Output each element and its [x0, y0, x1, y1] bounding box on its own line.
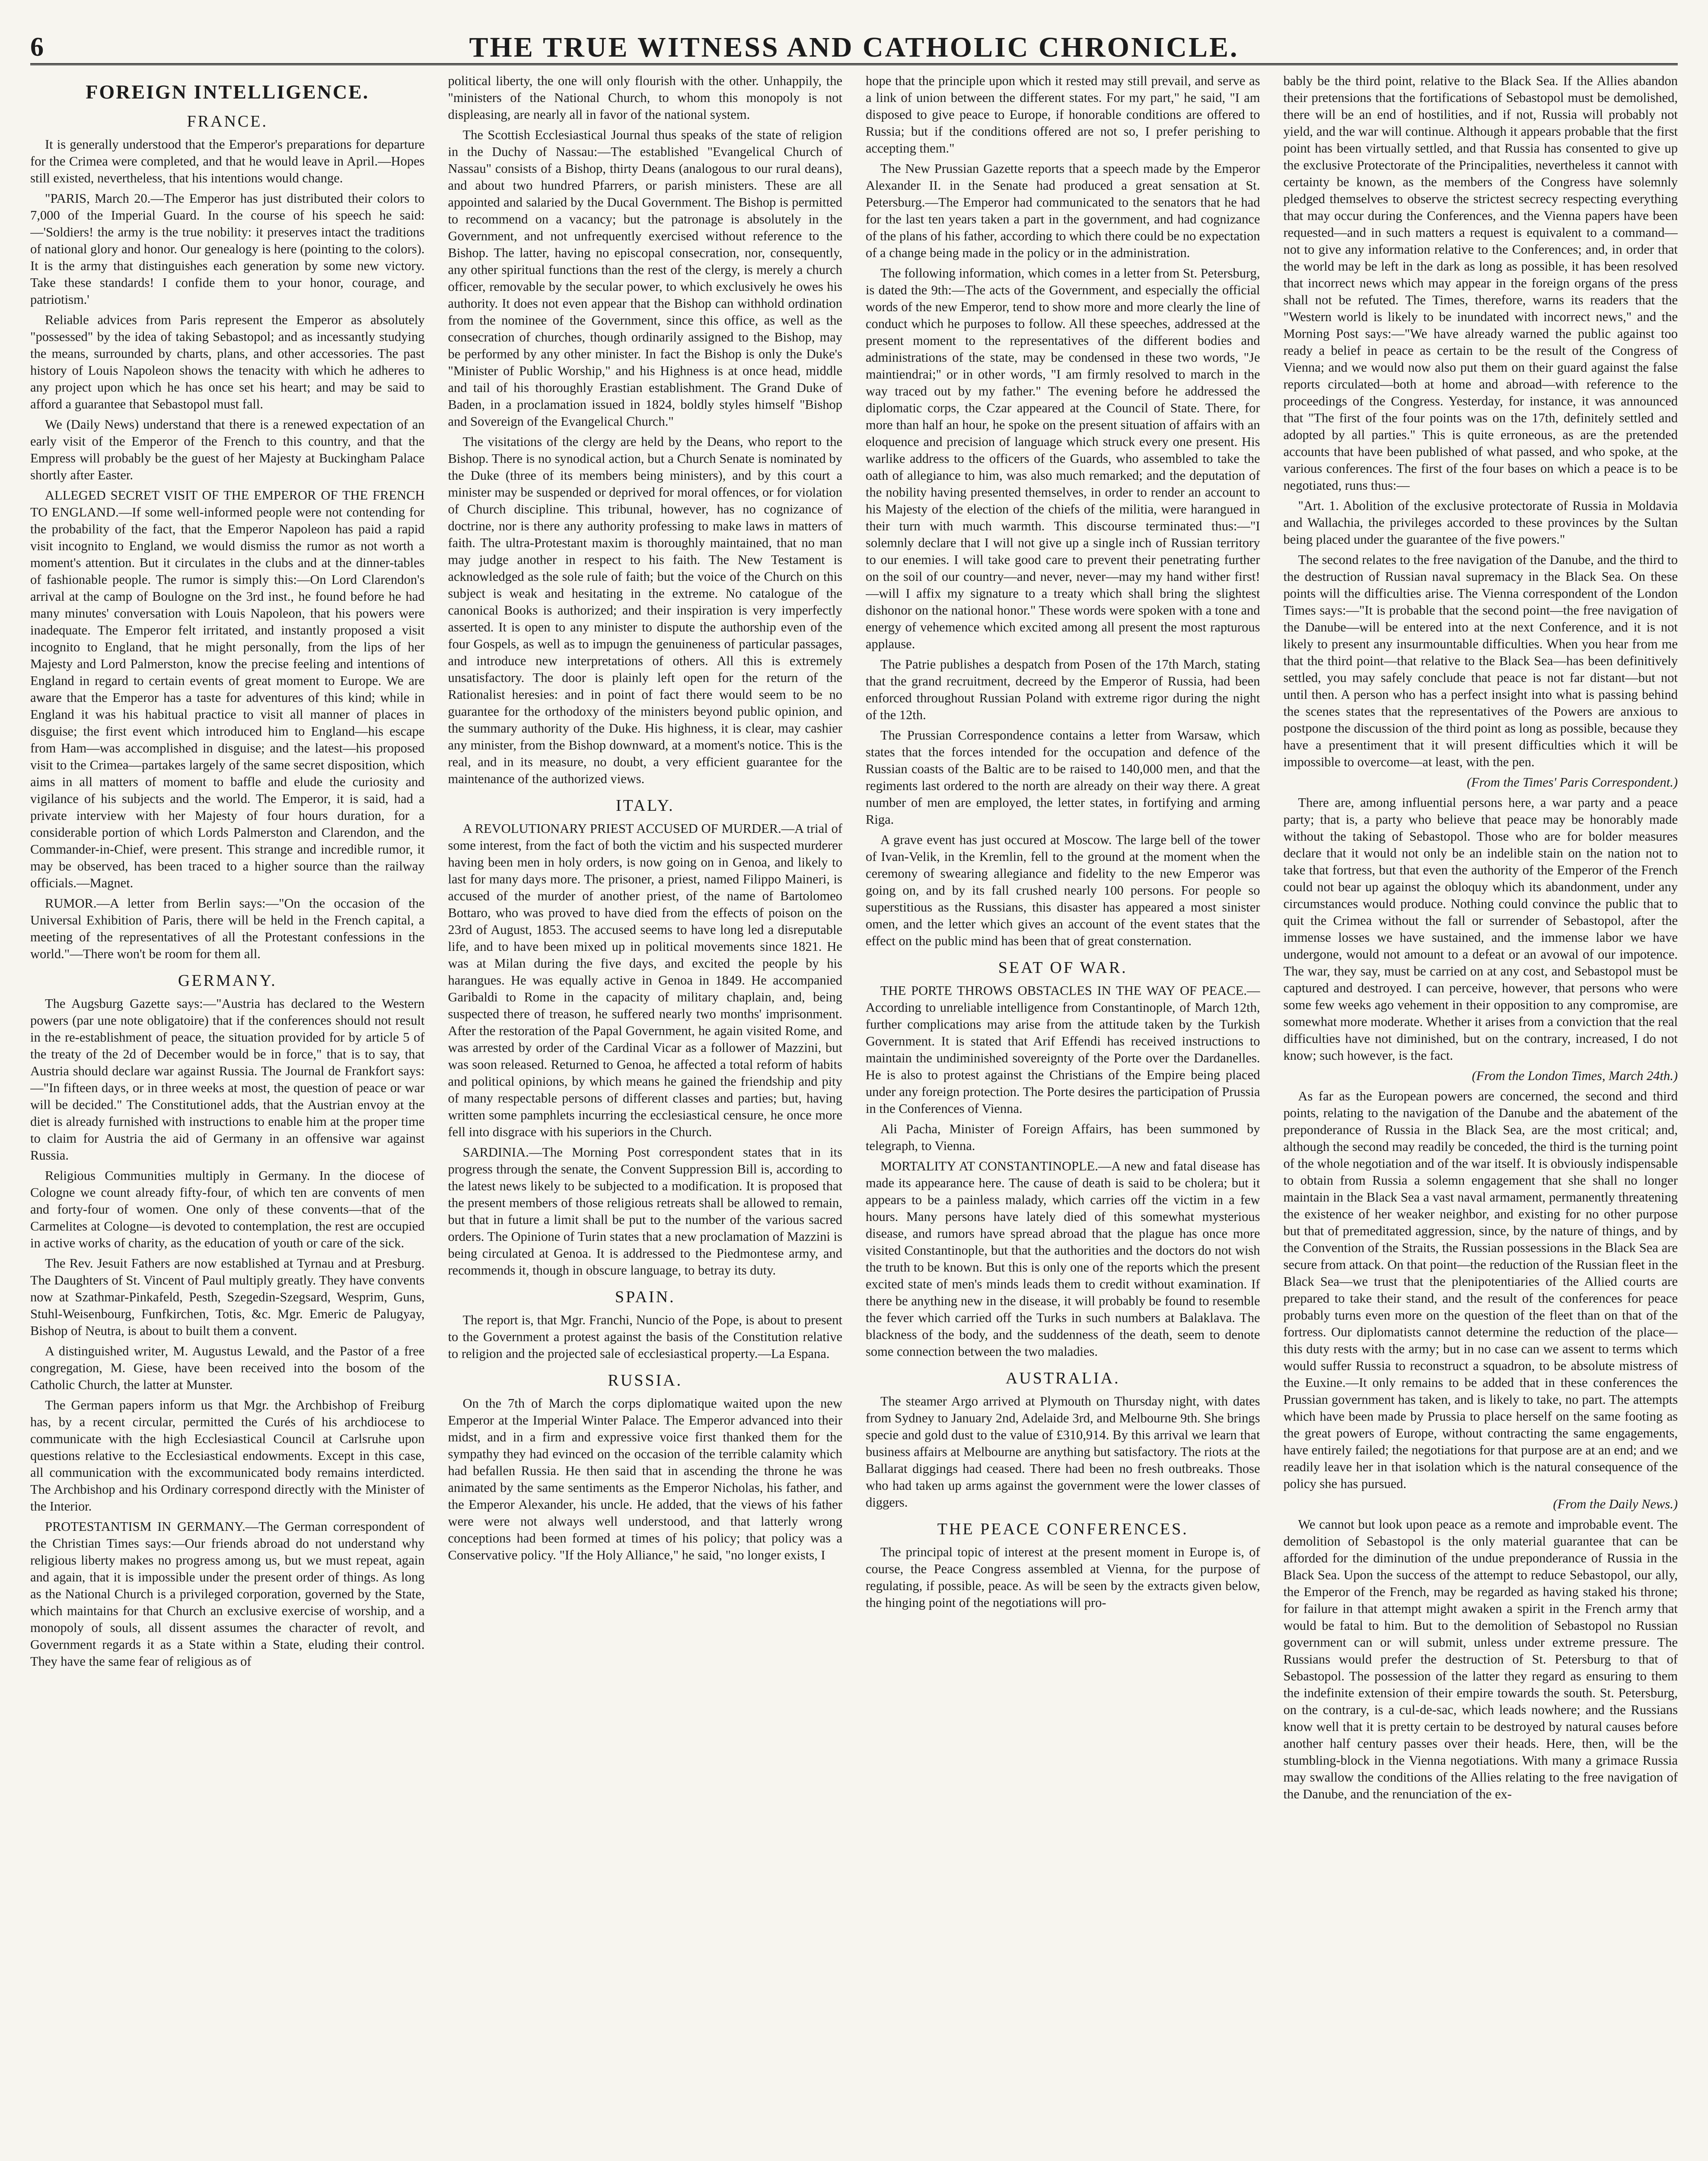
article-paragraph: THE PORTE THROWS OBSTACLES IN THE WAY OF PEACE.—According to unreliable intelligence from Constantinople, of March 12th, further complications may arise from the attitude taken by the Turkish Government. It is stated that Arif Effendi has received instructions to maintain the undiminished sovereignty of the Porte over the Dardanelles. He is also to protest against the Christians of the Empire being placed under any foreign protection. The Porte desires the participation of Prussia in the Conferences of Vienna.	[866, 983, 1260, 1116]
article-paragraph: The Patrie publishes a despatch from Posen of the 17th March, stating that the grand recruitment, decreed by the Emperor of Russia, had been enforced throughout Russian Poland with extreme rigor during the night of the 12th.	[866, 657, 1260, 722]
page-number: 6	[30, 32, 44, 62]
article-paragraph: It is generally understood that the Emperor's preparations for departure for the Crimea were completed, and that he would leave in April.—Hopes still existed, nevertheless, that his intentions would change.	[30, 137, 425, 185]
newspaper-title: THE TRUE WITNESS AND CATHOLIC CHRONICLE.	[469, 32, 1239, 63]
column-4	[1284, 73, 1678, 2161]
article-paragraph: The following information, which comes in a letter from St. Petersburg, is dated the 9th:—The acts of the Government, and especially the official words of the new Emperor, tend to show more and more clearly the line of conduct which he purposes to follow. All these speeches, addressed at the present moment to the representatives of the different bodies and administrations of the state, may be condensed in these two words, "Je maintiendrai;" or in other words, "I am firmly resolved to march in the way traced out by my father." The evening before he addressed the diplomatic corps, the Czar appeared at the Council of State. There, for more than half an hour, he spoke on the present situation of affairs with an eloquence and precision of language which struck every one present. His warlike address to the officers of the Guards, who assembled to take the oath of allegiance to him, was also much remarked; and the deputation of the nobility having presented themselves, in order to render an account to his Majesty of the election of the chiefs of the militia, were harangued in their turn with much warmth. This discourse terminated thus:—"I solemnly declare that I will not give up a single inch of Russian territory to our enemies. I will take good care to prevent their penetrating further on the soil of our country—and never, never—may my hand wither first!—will I affix my signature to a treaty which shall bring the slightest dishonor on the national honor." These words were spoken with a tone and energy of vehemence which excited among all present the most rapturous applause.	[866, 266, 1260, 651]
country-heading: RUSSIA.	[608, 1371, 683, 1390]
article-paragraph: PROTESTANTISM IN GERMANY.—The German correspondent of the Christian Times says:—Our friends abroad do not understand why religious liberty makes no progress among us, but we must repeat, again and again, that it is impossible under the present order of things. As long as the National Church is a privileged corporation, governed by the State, which maintains for that Church an exclusive exercise of worship, and a monopoly of souls, all dissent assumes the character of revolt, and Government regards it as a State within a State, eluding their control. They have the same fear of religious as of	[30, 1519, 425, 1669]
source-attribution: (From the Times' Paris Correspondent.)	[1466, 775, 1678, 790]
article-paragraph: A REVOLUTIONARY PRIEST ACCUSED OF MURDER.—A trial of some interest, from the fact of both the victim and his suspected murderer having been men in holy orders, is now going on in Genoa, and likely to last for many days more. The prisoner, a priest, named Filippo Maineri, is accused of the murder of another priest, of the name of Bartolomeo Bottaro, who was proved to have died from the effects of poison on the 23rd of August, 1853. The accused seems to have long led a disreputable life, and to have been mixed up in political movements since 1821. He was at Milan during the five days, and excited the people by his harangues. He was equally active in Genoa in 1849. He accompanied Garibaldi to Rome in the capacity of military chaplain, and, being suspected there of treason, he suffered nearly two months' imprisonment. After the restoration of the Papal Government, he again visited Rome, and was arrested by order of the Cardinal Vicar as a follower of Mazzini, but was soon released. Returned to Genoa, he affected a total reform of habits and political opinions, by which means he gained the friendship and pity of many respectable persons of different classes and parties; but, having written some pamphlets incurring the ecclesiastical censure, he once more fell into disgrace with his superiors in the Church.	[448, 821, 842, 1139]
article-paragraph: hope that the principle upon which it rested may still prevail, and serve as a link of union between the different states. For my part," he said, "I am disposed to give peace to Europe, if honorable conditions are offered to Russia; but if the conditions offered are not so, I prefer perishing to accepting them."	[866, 73, 1260, 156]
article-paragraph: There are, among influential persons here, a war party and a peace party; that is, a party who believe that peace may be honorably made without the taking of Sebastopol. Those who are for bolder measures declare that it would not only be an indelible stain on the nation not to take that fortress, but that even the authority of the Emperor of the French could not bear up against the obloquy which its abandonment, under any circumstances would produce. Nothing could convince the public that to quit the Crimea without the fall or surrender of Sebastopol, after the immense losses we have sustained, and the immense labor we have undergone, would not amount to a defeat or an avowal of our impotence. The war, they say, must be carried on at any cost, and Sebastopol must be captured and destroyed. I can perceive, however, that persons who were some few weeks ago vehement in their opposition to any compromise, are somewhat more moderate. Whether it arises from a conviction that the real difficulties have not diminished, but on the contrary, increased, I do not know; such however, is the fact.	[1283, 795, 1678, 1063]
article-paragraph: The second relates to the free navigation of the Danube, and the third to the destruction of Russian naval supremacy in the Black Sea. On these points will the difficulties arise. The Vienna correspondent of the London Times says:—"It is probable that the second point—the free navigation of the Danube—will be entered into at the next Conference, and it is not likely to present any insurmountable difficulties. When you hear from me that the third point—that relative to the Black Sea—has been definitively settled, you may safely conclude that peace is not far distant—but not until then. A person who has a perfect insight into what is passing behind the scenes states that the representatives of the Powers are anxious to postpone the discussion of the third point as long as possible, because they have a presentiment that it will present difficulties which it will be impossible to overcome—at least, with the pen.	[1283, 552, 1678, 769]
country-heading: SEAT OF WAR.	[998, 959, 1128, 977]
article-paragraph: We cannot but look upon peace as a remote and improbable event. The demolition of Sebastopol is the only material guarantee that can be afforded for the diminution of the undue preponderance of Russia in the Black Sea. Upon the success of the attempt to reduce Sebastopol, our ally, the Emperor of the French, may be regarded as having staked his throne; for failure in that attempt might awaken a spirit in the French army that would be fatal to him. But to the demolition of Sebastopol no Russian government can or will submit, unless under extreme pressure. The Russians would prefer the destruction of St. Petersburg to that of Sebastopol. The possession of the latter they regard as ensuring to them the indefinite extension of their empire towards the south. St. Petersburg, on the contrary, is a cul-de-sac, which leads nowhere; and the Russians know well that it is pretty certain to be destroyed by natural causes before another half century passes over their heads. Here, then, will be the stumbling-block in the Vienna negotiations. With many a grimace Russia may swallow the conditions of the Allies relating to the free navigation of the Danube, and the renunciation of the ex-	[1283, 1517, 1678, 1801]
article-paragraph: RUMOR.—A letter from Berlin says:—"On the occasion of the Universal Exhibition of Paris, there will be held in the French capital, a meeting of the representatives of all the Protestant confessions in the world."—There won't be room for them all.	[30, 896, 425, 961]
article-columns	[30, 73, 1678, 2161]
article-paragraph: A grave event has just occured at Moscow. The large bell of the tower of Ivan-Velik, in the Kremlin, fell to the ground at the moment when the ceremony of swearing allegiance and fidelity to the new Emperor was going on, and by its fall crushed nearly 100 persons. For people so superstitious as the Russians, this disaster has appeared a most sinister omen, and the letter which gives an account of the event states that the effect on the public mind has been that of great consternation.	[866, 832, 1260, 948]
article-paragraph: Ali Pacha, Minister of Foreign Affairs, has been summoned by telegraph, to Vienna.	[866, 1122, 1260, 1153]
article-paragraph: The steamer Argo arrived at Plymouth on Thursday night, with dates from Sydney to January 2nd, Adelaide 3rd, and Melbourne 9th. She brings specie and gold dust to the value of £310,914. By this arrival we learn that business affairs at Melbourne are anything but satisfactory. The riots at the Ballarat diggings had ceased. There had been no fresh outbreaks. Those who had taken up arms against the government were the lower classes of diggers.	[866, 1394, 1260, 1510]
article-paragraph: The New Prussian Gazette reports that a speech made by the Emperor Alexander II. in the Senate had produced a great sensation at St. Petersburg.—The Emperor had communicated to the senators that he had for the last ten years taken a part in the government, and had cognizance of the plans of his father, according to which there could be no expectation of a change being made in the policy or in the administration.	[866, 161, 1260, 260]
column-1	[30, 73, 425, 2161]
article-paragraph: MORTALITY AT CONSTANTINOPLE.—A new and fatal disease has made its appearance here. The cause of death is said to be cholera; but it appears to be a painless malady, which carries off the victim in a few hours. Many persons have lately died of this somewhat mysterious disease, and rumors have spread abroad that the plague has once more visited Constantinople, but that the authorities and the doctors do not wish the truth to be known. But this is only one of the reports which the present excited state of men's minds leads them to credit without examination. If there be anything new in the disease, it will probably be found to resemble the fever which carried off the Turks in such numbers at Balaklava. The blackness of the body, and the suddenness of the death, seem to denote some connection between the two maladies.	[866, 1159, 1260, 1359]
article-paragraph: The Prussian Correspondence contains a letter from Warsaw, which states that the forces intended for the occupation and defence of the Russian coasts of the Baltic are to be raised to 140,000 men, and that the regiments last ordered to the north are already on their way there. A great number of men are employed, the letter states, in fortifying and arming Riga.	[866, 728, 1260, 827]
country-heading: FRANCE.	[187, 112, 268, 131]
source-attribution: (From the London Times, March 24th.)	[1472, 1068, 1678, 1083]
article-paragraph: The Scottish Ecclesiastical Journal thus speaks of the state of religion in the Duchy of Nassau:—The established "Evangelical Church of Nassau" consists of a Bishop, thirty Deans (analogous to our rural deans), and about two hundred Pfarrers, or parish ministers. These are all appointed and salaried by the Ducal Government. The Bishop is permitted to recommend on a vacancy; but the patronage is absolutely in the Government, and not unfrequently exercised without reference to the Bishop. The latter, having no episcopal consecration, nor, consequently, any other spiritual functions than the rest of the clergy, is merely a church officer, removable by the secular power, to which exclusively he owes his authority. It does not even appear that the Bishop can withhold ordination from the nominee of the Government, since this office, as well as the consecration of churches, though ordinarily assigned to the Bishop, may be performed by any other minister. In fact the Bishop is only the Duke's "Minister of Public Worship," and his Highness is at once head, middle and tail of his thoroughly Erastian establishment. The Grand Duke of Baden, in a proclamation issued in 1824, boldly styles himself "Bishop and Sovereign of the Evangelical Church."	[448, 127, 842, 429]
article-paragraph: The principal topic of interest at the present moment in Europe is, of course, the Peace Congress assembled at Vienna, for the purpose of regulating, if possible, peace. As will be seen by the extracts given below, the hinging point of the negotiations will pro-	[866, 1545, 1260, 1610]
article-paragraph: "Art. 1. Abolition of the exclusive protectorate of Russia in Moldavia and Wallachia, the privileges accorded to these provinces by the Sultan being placed under the guarantee of the five powers."	[1283, 498, 1678, 547]
masthead	[30, 29, 1678, 65]
column-3	[866, 73, 1260, 2161]
article-paragraph: The report is, that Mgr. Franchi, Nuncio of the Pope, is about to present to the Government a protest against the basis of the Constitution relative to religion and the projected sale of ecclesiastical property.—La Espana.	[448, 1313, 842, 1361]
section-heading: FOREIGN INTELLIGENCE.	[86, 81, 370, 103]
article-paragraph: SARDINIA.—The Morning Post correspondent states that in its progress through the senate, the Convent Suppression Bill is, according to the latest news likely to be subjected to a modification. It is proposed that the present members of those religious retreats shall be allowed to remain, but that in future a limit shall be put to the number of the various sacred orders. The Opinione of Turin states that a new proclamation of Mazzini is being circulated at Genoa. It is addressed to the Piedmontese army, and recommends it, though in obscure language, to betray its duty.	[448, 1145, 842, 1278]
country-heading: GERMANY.	[178, 972, 277, 990]
article-paragraph: As far as the European powers are concerned, the second and third points, relating to the navigation of the Danube and the abatement of the preponderance of Russia in the Black Sea, are the most critical; and, although the second may readily be conceded, the third is the turning point of the whole negotiation and of the war itself. It is obviously indispensable to obtain from Russia a solemn engagement that she shall no longer maintain in the Black Sea a vast naval armament, permanently threatening the existence of her weaker neighbor, and existing for no other purpose but that of premeditated aggression, since, by the nature of things, and by the Convention of the Straits, the Russian possessions in the Black Sea are secure from attack. On that point—the reduction of the Russian fleet in the Black Sea—we trust that the plenipotentiaries of the Allied courts are prepared to take their stand, and the result of the conferences for peace probably turns even more on the question of the fleet than on that of the fortress. Our diplomatists cannot determine the reduction of the place—this duty rests with the army; but in no case can we assent to terms which would suffer Russia to reconstruct a squadron, to be absolute mistress of the Euxine.—It only remains to be added that in these conferences the Prussian government has taken, and is likely to take, no part. The attempts which have been made by Prussia to place herself on the same footing as the great powers of Europe, without contracting the same engagements, have entirely failed; the negotiations for that purpose are at an end; and we readily leave her in that isolation which is the natural consequence of the policy she has pursued.	[1283, 1089, 1678, 1491]
source-attribution: (From the Daily News.)	[1553, 1497, 1678, 1511]
country-heading: AUSTRALIA.	[1005, 1369, 1120, 1387]
article-paragraph: A distinguished writer, M. Augustus Lewald, and the Pastor of a free congregation, M. Giese, have been received into the bosom of the Catholic Church, the latter at Munster.	[30, 1344, 425, 1392]
article-paragraph: ALLEGED SECRET VISIT OF THE EMPEROR OF THE FRENCH TO ENGLAND.—If some well-informed people were not contending for the probability of the fact, that the Emperor Napoleon has paid a rapid visit incognito to England, we would dismiss the rumor as not worth a moment's attention. But it circulates in the clubs and at the dinner-tables of fashionable people. The rumor is simply this:—On Lord Clarendon's arrival at the camp of Boulogne on the 3rd inst., he found before he had many minutes' conversation with Louis Napoleon, that his powers were inadequate. The Emperor felt irritated, and instantly proposed a visit incognito to England, that he might personally, from the lips of her Majesty and Lord Palmerston, know the precise feeling and intentions of England in regard to certain events of great moment to Europe. We are aware that the Emperor has a taste for adventures of this kind; while in England it was his habitual practice to visit all manner of places in disguise; the first event which introduced him to England—his escape from Ham—was accomplished in disguise; and the latest—his proposed visit to the Crimea—partakes largely of the same secret disposition, which aims in all matters of moment to baffle and elude the curiosity and vigilance of his subjects and the world. The Emperor, it is said, had a private interview with her Majesty of four hours duration, for a considerable portion of which Lords Palmerston and Clarendon, and the Commander-in-Chief, were present. This strange and incredible rumor, it may be observed, has been traced to a higher source than the railway officials.—Magnet.	[30, 488, 425, 890]
article-paragraph: The Rev. Jesuit Fathers are now established at Tyrnau and at Presburg. The Daughters of St. Vincent of Paul multiply greatly. They have convents now at Szathmar-Pinkafeld, Pesth, Szegedin-Szegsard, Wesprim, Guns, Stuhl-Weisenbourg, Funfkirchen, Totis, &c. Mgr. Emeric de Palugyay, Bishop of Neutra, is about to built them a convent.	[30, 1256, 425, 1338]
article-paragraph: We (Daily News) understand that there is a renewed expectation of an early visit of the Emperor of the French to this country, and that the Empress will probably be the guest of her Majesty at Buckingham Palace shortly after Easter.	[30, 417, 425, 482]
country-heading: SPAIN.	[615, 1288, 676, 1306]
article-paragraph: political liberty, the one will only flourish with the other. Unhappily, the "ministers of the National Church, to whom this monopoly is not displeasing, are nearly all in favor of the national system.	[448, 73, 842, 122]
article-paragraph: "PARIS, March 20.—The Emperor has just distributed their colors to 7,000 of the Imperial Guard. In the course of his speech he said:—'Soldiers! the army is the true nobility: it preserves intact the traditions of national glory and honor. Our genealogy is here (pointing to the colors). It is the army that distinguishes each generation by some new victory. Take these standards! I confide them to your honor, courage, and patriotism.'	[30, 191, 425, 307]
article-paragraph: The visitations of the clergy are held by the Deans, who report to the Bishop. There is no synodical action, but a Church Senate is nominated by the Duke (three of its members being ministers), and by this court a minister may be suspended or deprived for moral offences, or for violation of Church discipline. This tribunal, however, has no cognizance of doctrine, nor is there any authority professing to make laws in matters of faith. The ultra-Protestant maxim is thoroughly maintained, that no man may judge another in respect to his faith. The New Testament is acknowledged as the sole rule of faith; but the voice of the Church on this subject is weak and hesitating in the extreme. No catalogue of the canonical Books is authorized; and their inspiration is very imperfectly asserted. It is open to any minister to dispute the authorship even of the four Gospels, as well as to impugn the genuineness of particular passages, and introduce new interpretations of others. All this is extremely unsatisfactory. The door is plainly left open for the return of the Rationalist heresies: and in point of fact there would seem to be no guarantee for the orthodoxy of the ministers beyond public opinion, and the summary authority of the Duke. His highness, it is clear, may cashier any minister, from the Bishop downward, at a moment's notice. This is the real, and in its measure, no doubt, a very efficient guarantee for the maintenance of the authorized views.	[448, 434, 842, 786]
article-paragraph: The German papers inform us that Mgr. the Archbishop of Freiburg has, by a recent circular, permitted the Curés of his archdiocese to communicate with the high Ecclesiastical Council at Carlsruhe upon questions relative to the Ecclesiastical endowments. Except in this case, all communication with the excommunicated body remains interdicted. The Archbishop and his Ordinary correspond directly with the Minister of the Interior.	[30, 1398, 425, 1514]
country-heading: ITALY.	[615, 797, 675, 815]
country-heading: THE PEACE CONFERENCES.	[937, 1520, 1189, 1538]
article-paragraph: The Augsburg Gazette says:—"Austria has declared to the Western powers (par une note obligatoire) that if the conferences should not result in the re-establishment of peace, the situation provided for by article 5 of the treaty of the 2d of December would be in force," that is to say, that Austria should declare war against Russia. The Journal de Frankfort says:—"In fifteen days, or in three weeks at most, the question of peace or war will be decided." The Constitutionel adds, that the Austrian envoy at the diet is already furnished with instructions to enable him at the proper time to claim for Austria the aid of Germany in an offensive war against Russia.	[30, 996, 425, 1163]
article-paragraph: Reliable advices from Paris represent the Emperor as absolutely "possessed" by the idea of taking Sebastopol; and as incessantly studying the means, surrounded by charts, plans, and other accessories. The past history of Louis Napoleon shows the tenacity with which he adheres to any project upon which he has once set his heart; and may be said to afford a guarantee that Sebastopol must fall.	[30, 312, 425, 411]
article-paragraph: On the 7th of March the corps diplomatique waited upon the new Emperor at the Imperial Winter Palace. The Emperor advanced into their midst, and in a firm and expressive voice first thanked them for the sympathy they had evinced on the occasion of the terrible calamity which had befallen Russia. He then said that in ascending the throne he was animated by the same sentiments as the Emperor Nicholas, his father, and the Emperor Alexander, his uncle. He added, that the views of his father were were not always well understood, and that latterly wrong conceptions had been formed at times of his policy; that policy was a Conservative policy. "If the Holy Alliance," he said, "no longer exists, I	[448, 1396, 842, 1562]
article-paragraph: bably be the third point, relative to the Black Sea. If the Allies abandon their pretensions that the fortifications of Sebastopol must be demolished, there will be an end of hostilities, and if not, Russia will probably not yield, and the war will continue. Although it appears probable that the first point has been virtually settled, and that Russia has consented to give up the exclusive Protectorate of the Principalities, nevertheless it cannot with certainty be known, as the members of the Congress have solemnly pledged themselves to observe the strictest secrecy respecting everything that may occur during the Conferences, and the Vienna papers have been requested—and in such matters a request is equivalent to a command—not to give any information relative to the Conferences; and, in order that the world may be left in the dark as long as possible, it has been resolved that incorrect news which may appear in the foreign organs of the press shall not be refuted. The Times, therefore, warns its readers that the "Western world is likely to be inundated with incorrect news," and the Morning Post says:—"We have already warned the public against too ready a belief in peace as certain to be the result of the Congress of Vienna; and we would now also put them on their guard against the false reports circulated—both at home and abroad—with reference to the proceedings of the Congress. Yesterday, for instance, it was announced that "The first of the four points was on the 17th, definitely settled and adopted by all parties." This is quite erroneous, as are the pretended accounts that have been published of what passed, and who spoke, at the various conferences. The first of the four bases on which a peace is to be negotiated, runs thus:—	[1283, 73, 1678, 493]
column-2	[448, 73, 843, 2161]
article-paragraph: Religious Communities multiply in Germany. In the diocese of Cologne we count already fifty-four, of which ten are convents of men and forty-four of women. One only of these convents—that of the Carmelites at Cologne—is devoted to contemplation, the rest are occupied in active works of charity, as the education of youth or care of the sick.	[30, 1168, 425, 1250]
